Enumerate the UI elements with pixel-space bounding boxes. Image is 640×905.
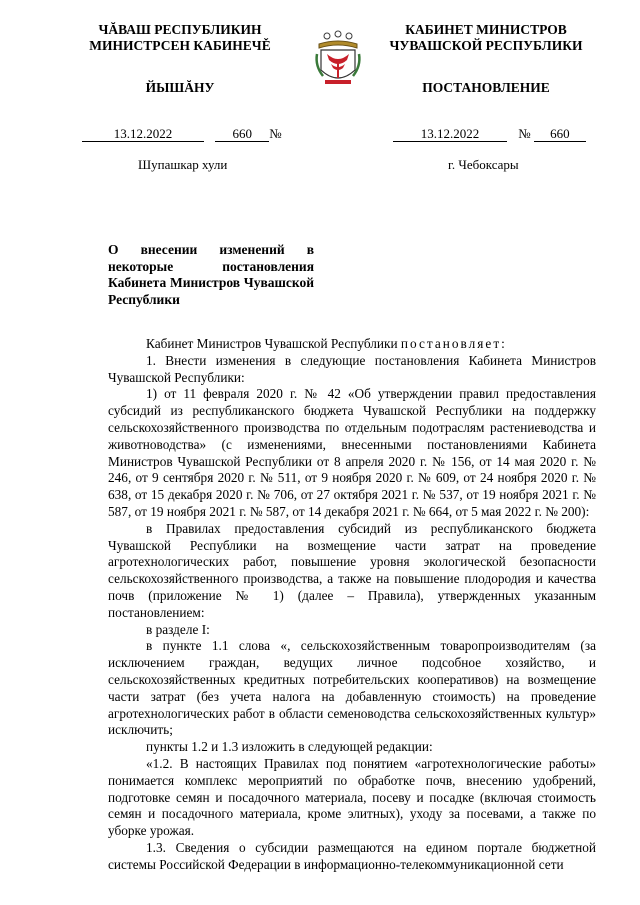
header-left-line1: ЧĂВАШ РЕСПУБЛИКИН [98,22,262,37]
header-left-line2: МИНИСТРСЕН КАБИНЕЧĚ [89,38,271,53]
header-right-line2: ЧУВАШСКОЙ РЕСПУБЛИКИ [389,38,583,53]
intro-verb: постановляет: [400,336,507,351]
document-body [108,336,596,874]
body-paragraph: пункты 1.2 и 1.3 изложить в следующей редакции: [146,739,433,755]
body-paragraph: в пункте 1.1 слова «, сельскохозяйственным товаропроизводителям (за исключением граждан, ведущих личное подсобное хозяйство, и сельскохозяйственных кредитных потребительских кооперативов) на возмещение части затрат (без учета налога на добавленную стоимость) на проведение агротехнологических работ в области семеноводства сельскохозяйственных культур» исключить; [108,638,596,738]
body-paragraph: в Правилах предоставления субсидий из республиканского бюджета Чувашской Республики на возмещение части затрат на проведение агротехнологических работ, повышение уровня экологической безопасности сельскохозяйственного производства, а также на повышение плодородия и качества почв (приложение № 1) (далее – Правила), утвержденных указанным постановлением: [108,520,596,620]
number-row-right [393,126,586,142]
header-right [372,22,600,96]
body-paragraph: 1) от 11 февраля 2020 г. № 42 «Об утверждении правил предоставления субсидий из республиканского бюджета Чувашской Республики на поддержку сельскохозяйственного производства по отдельным подотраслям растениеводства и животноводства» (с изменениями, внесенными постановлениями Кабинета Министров Чувашской Республики от 8 апреля 2020 г. № 156, от 14 мая 2020 г. № 246, от 9 сентября 2020 г. № 511, от 9 ноября 2020 г. № 609, от 24 ноября 2020 г. № 638, от 15 декабря 2020 г. № 706, от 27 октября 2021 г. № 537, от 19 ноября 2021 г. № 587, от 19 ноября 2021 г. № 587, от 14 декабря 2021 г. № 664, от 5 мая 2022 г. № 200): [108,386,596,519]
header-right-line1: КАБИНЕТ МИНИСТРОВ [405,22,567,37]
number-sign-right: № [518,126,531,141]
number-sign-left: № [269,126,282,141]
body-paragraph: 1. Внести изменения в следующие постановления Кабинета Министров Чувашской Республики: [108,352,596,385]
number-row-left [82,126,282,142]
body-paragraph: 1.3. Сведения о субсидии размещаются на едином портале бюджетной системы Российской Федерации в информационно-телекоммуникационной сети [108,839,596,872]
place-left: Шупашкар хули [138,157,228,172]
body-paragraph: «1.2. В настоящих Правилах под понятием «агротехнологические работы» понимается комплекс мероприятий по обработке почв, внесению удобрений, подготовке семян и посадочного материала, посеву и посадке (включая стоимость семян и посадочного материала, кроме элитных), уходу за посевами, а также по уборке урожая. [108,755,596,839]
header-right-doc-type: ПОСТАНОВЛЕНИЕ [422,80,550,95]
body-paragraph: в разделе I: [146,621,210,637]
intro-paragraph [108,336,596,353]
coat-of-arms-icon [313,30,363,88]
header-left [70,22,290,96]
date-right: 13.12.2022 [393,127,507,142]
number-right: 660 [534,127,586,142]
document-subject: О внесении изменений в некоторые постановления Кабинета Министров Чувашской Республики [108,242,314,307]
intro-text: Кабинет Министров Чувашской Республики [146,336,398,351]
place-right: г. Чебоксары [448,157,519,172]
number-left: 660 [215,127,269,142]
header-left-doc-type: ЙЫШĂНУ [145,80,215,95]
date-left: 13.12.2022 [82,127,204,142]
